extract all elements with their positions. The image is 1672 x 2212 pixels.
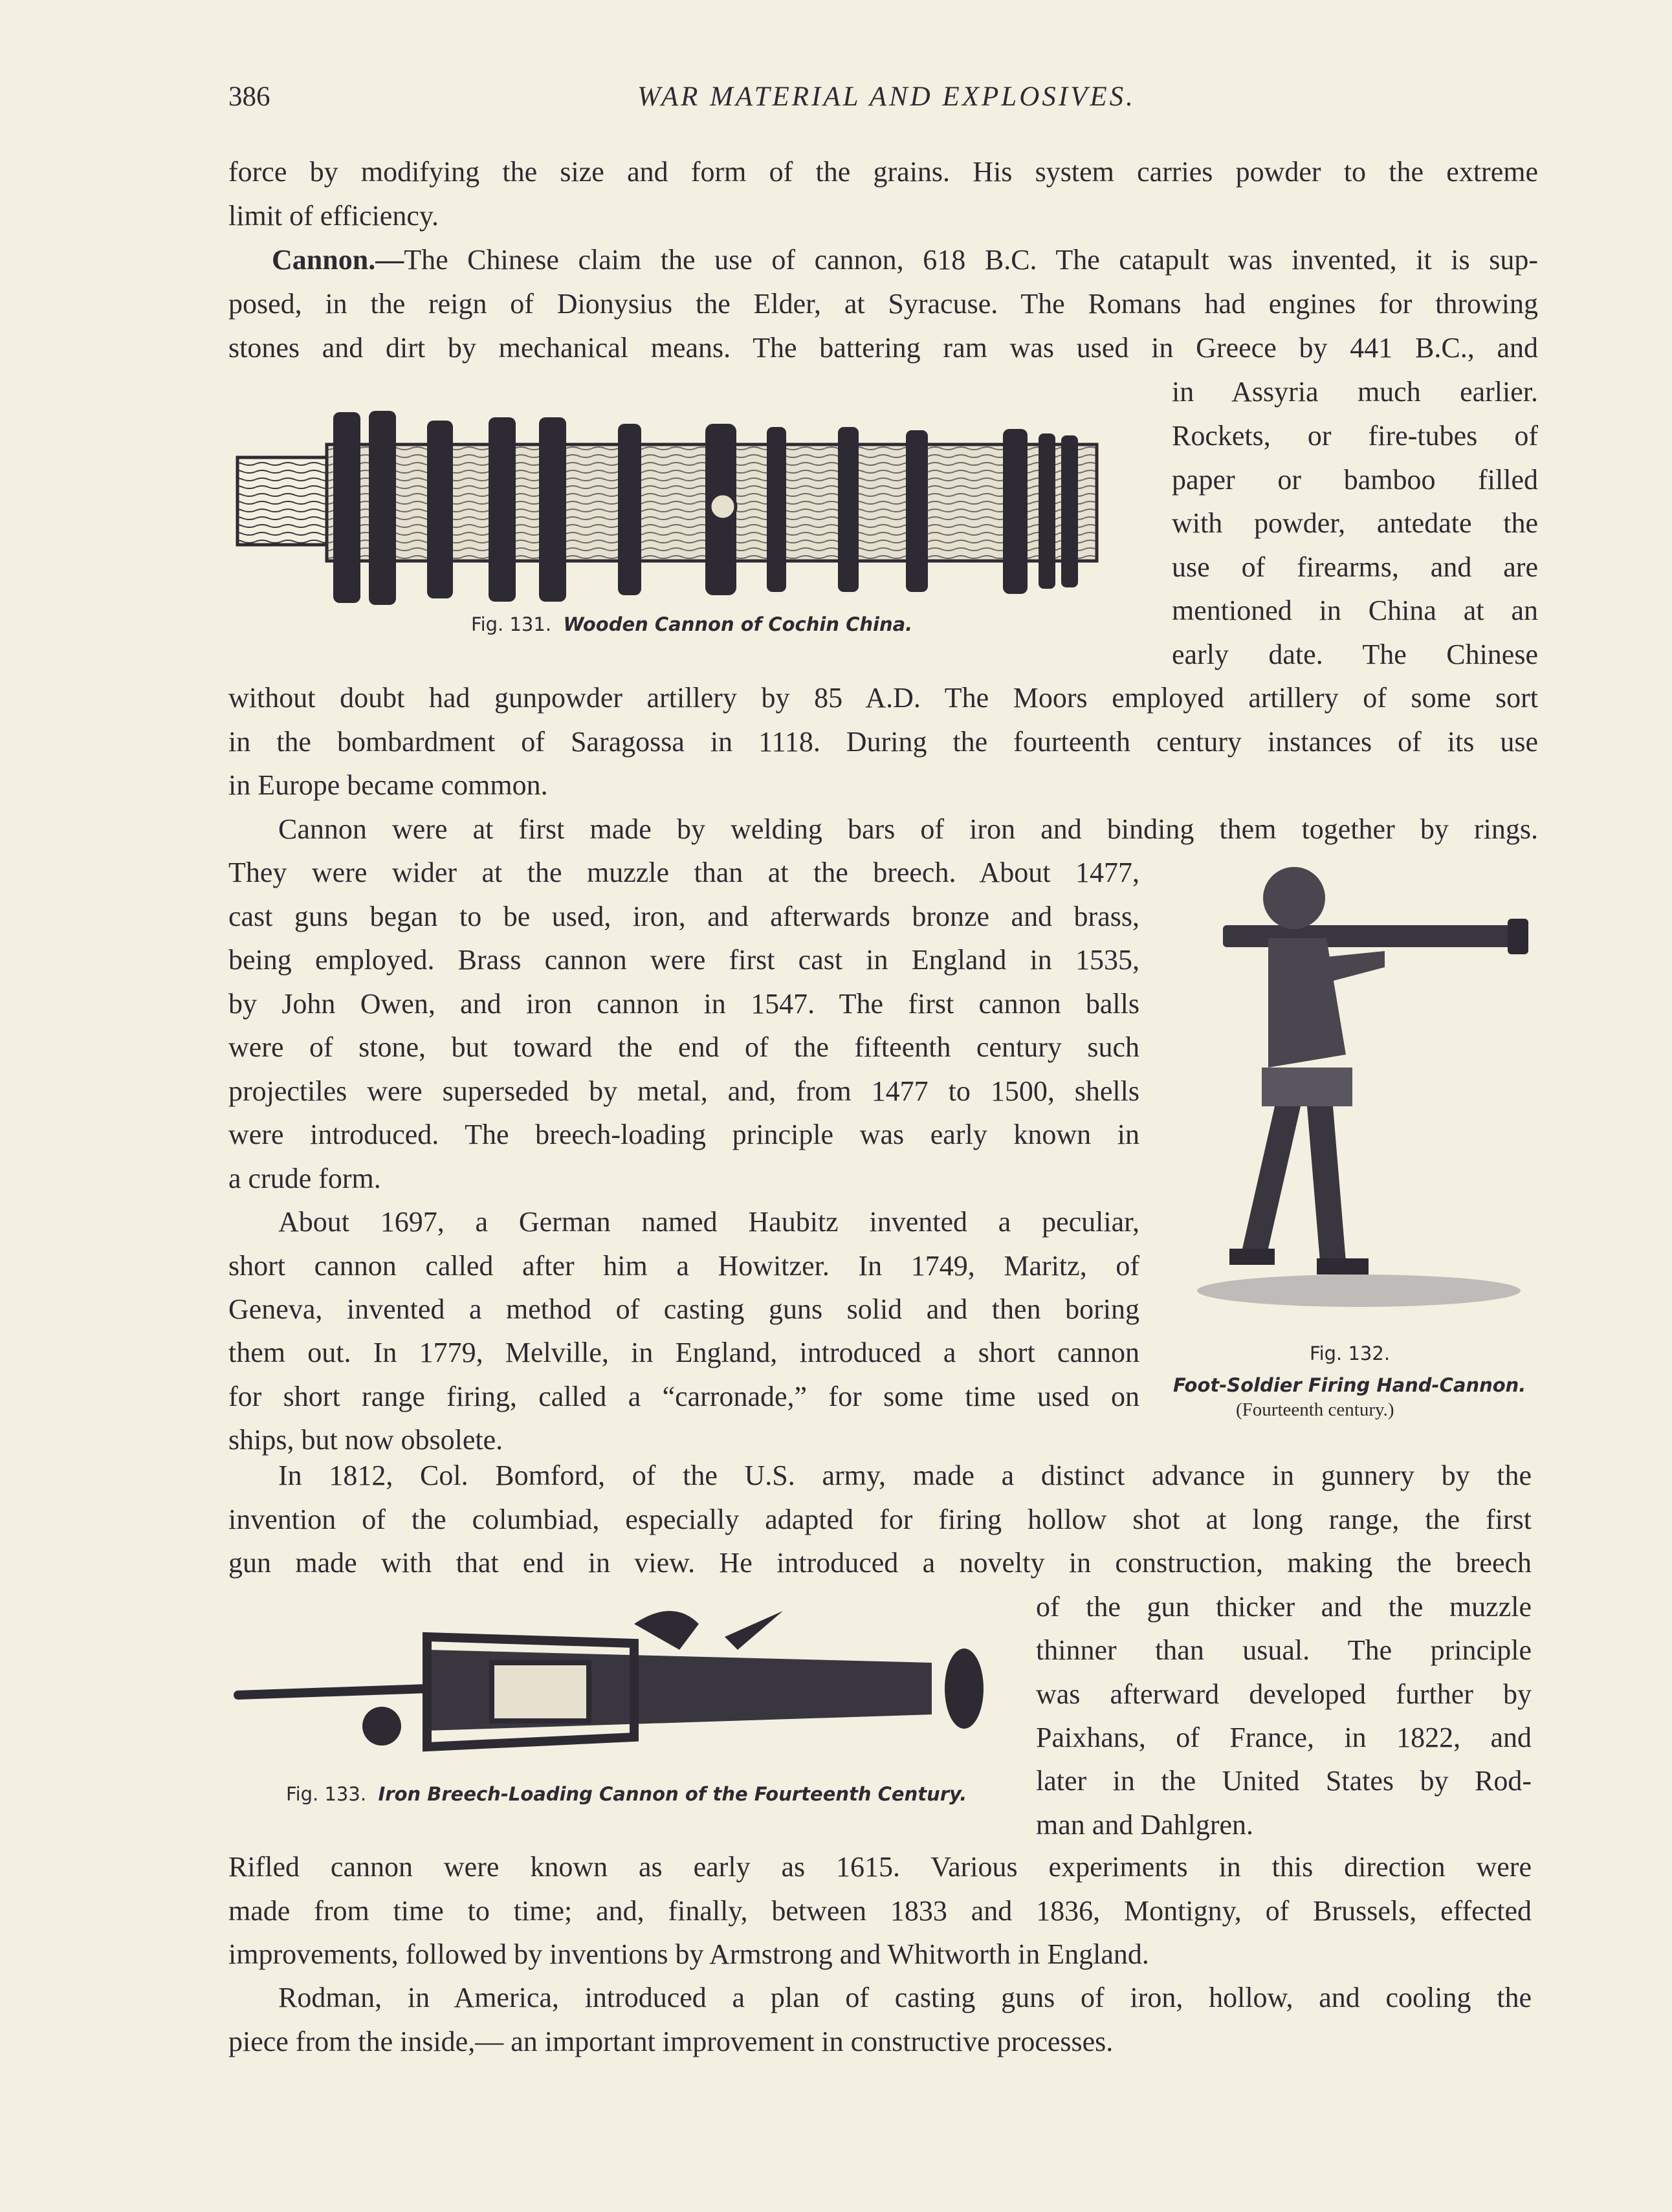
text-line: stones and dirt by mechanical means. The battering ram was used in Greece by 441 B.C., and [228,332,1538,364]
text-line: in Europe became common. [228,769,548,801]
text-line: invention of the columbiad, especially adapted for firing hollow shot at long range, the first [228,1504,1532,1535]
text-line: with powder, antedate the [1172,507,1538,539]
text-line: limit of efficiency. [228,200,439,232]
foot-soldier-illustration [1171,860,1534,1313]
text-line: being employed. Brass cannon were first cast in England in 1535, [228,944,1139,976]
figure-caption [471,613,912,635]
text-line: They were wider at the muzzle than at the breech. About 1477, [228,857,1139,888]
text-line: in the bombardment of Saragossa in 1118. During the fourteenth century instances of its use [228,726,1538,758]
text-line: Geneva, invented a method of casting guns solid and then boring [228,1293,1139,1325]
text-line: without doubt had gunpowder artillery by 85 A.D. The Moors employed artillery of some sort [228,682,1538,714]
running-title: WAR MATERIAL AND EXPLOSIVES. [637,82,1136,112]
text-line: short cannon called after him a Howitzer. In 1749, Maritz, of [228,1250,1139,1282]
text-line: piece from the inside,— an important improvement in constructive processes. [228,2026,1114,2057]
figure-subcaption: (Fourteenth century.) [1236,1399,1394,1420]
text-line: of the gun thicker and the muzzle [1036,1591,1532,1623]
text-line: Paixhans, of France, in 1822, and [1036,1722,1532,1753]
text-line: force by modifying the size and form of the grains. His system carries powder to the extreme [228,156,1538,188]
text-line: a crude form. [228,1163,381,1194]
text-line: cast guns began to be used, iron, and afterwards bronze and brass, [228,901,1139,932]
text-line: thinner than usual. The principle [1036,1634,1532,1666]
text-line: were introduced. The breech-loading principle was early known in [228,1119,1139,1150]
text-line: made from time to time; and, finally, between 1833 and 1836, Montigny, of Brussels, effected [228,1895,1532,1927]
figure-label: Fig. 133. [286,1783,367,1805]
text-line: Rodman, in America, introduced a plan of casting guns of iron, hollow, and cooling the [278,1982,1532,2013]
section-heading: Cannon.— [272,244,404,276]
text-line: improvements, followed by inventions by Armstrong and Whitworth in England. [228,1938,1149,1970]
text-line: About 1697, a German named Haubitz invented a peculiar, [278,1206,1139,1238]
page-number: 386 [228,82,270,112]
figure-title: Iron Breech-Loading Cannon of the Fourteenth Century. [378,1783,967,1805]
text-line: were of stone, but toward the end of the fifteenth century such [228,1031,1139,1063]
text-line: in Assyria much earlier. [1172,376,1538,408]
text-line: posed, in the reign of Dionysius the Elder, at Syracuse. The Romans had engines for throwing [228,288,1538,320]
figure-title: Wooden Cannon of Cochin China. [563,613,913,635]
text-line: projectiles were superseded by metal, and, from 1477 to 1500, shells [228,1075,1139,1107]
text-line [272,238,1538,282]
figure-label: Fig. 131. [471,613,552,635]
text-line: ships, but now obsolete. [228,1424,503,1456]
text-line: later in the United States by Rod- [1036,1765,1532,1797]
text-line: Cannon were at first made by welding bars of iron and binding them together by rings. [278,813,1538,845]
breech-loading-cannon-illustration [233,1598,996,1773]
text-line: Rockets, or fire-tubes of [1172,420,1538,452]
text-line: was afterward developed further by [1036,1678,1532,1710]
text-line: In 1812, Col. Bomford, of the U.S. army, made a distinct advance in gunnery by the [278,1460,1532,1491]
text-line: them out. In 1779, Melville, in England, introduced a short cannon [228,1337,1139,1368]
figure-title: Foot-Soldier Firing Hand-Cannon. [1173,1374,1526,1396]
wooden-cannon-illustration [230,398,1129,608]
text-line: early date. The Chinese [1172,639,1538,670]
text-line: for short range firing, called a “carronade,” for some time used on [228,1381,1139,1412]
figure-label: Fig. 132. [1310,1342,1391,1364]
text-line: Rifled cannon were known as early as 1615. Various experiments in this direction were [228,1851,1532,1883]
text-line: mentioned in China at an [1172,595,1538,626]
text-line: use of firearms, and are [1172,551,1538,583]
figure-caption [286,1783,967,1805]
text-line: man and Dahlgren. [1036,1809,1253,1841]
text-line: paper or bamboo filled [1172,464,1538,496]
text-line: gun made with that end in view. He introduced a novelty in construction, making the breech [228,1547,1532,1579]
text-line: by John Owen, and iron cannon in 1547. The first cannon balls [228,988,1139,1020]
text-line-span: The Chinese claim the use of cannon, 618 B.C. The catapult was invented, it is sup- [404,244,1538,276]
